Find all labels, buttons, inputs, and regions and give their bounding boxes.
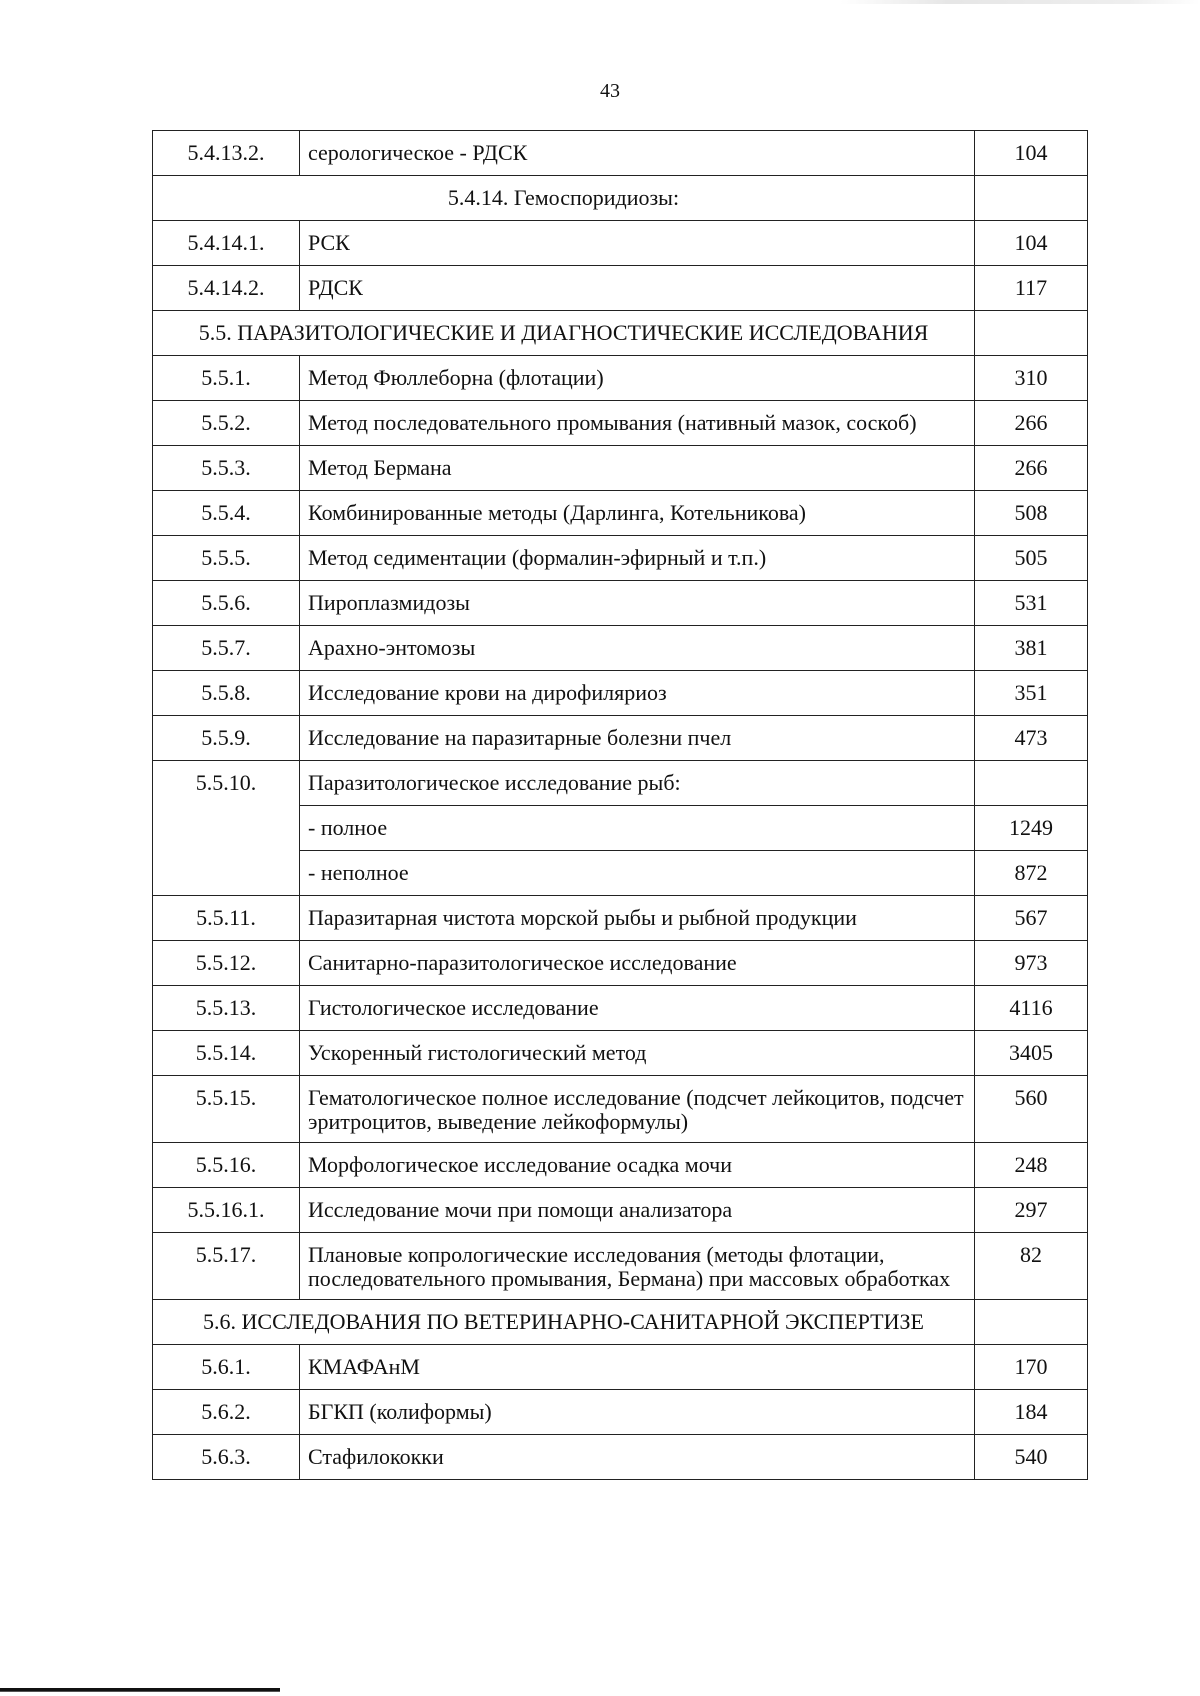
item-description: БГКП (колиформы) <box>300 1390 975 1435</box>
item-description: Стафилококки <box>300 1435 975 1480</box>
table-row <box>153 356 1088 401</box>
section-price-empty <box>975 311 1088 356</box>
table-row <box>153 401 1088 446</box>
item-code: 5.5.13. <box>153 986 300 1031</box>
section-header-row <box>153 1300 1088 1345</box>
table-row <box>153 1031 1088 1076</box>
item-description: РДСК <box>300 266 975 311</box>
item-description: Паразитарная чистота морской рыбы и рыбной продукции <box>300 896 975 941</box>
item-price: 82 <box>975 1233 1088 1300</box>
item-code: 5.5.7. <box>153 626 300 671</box>
item-description: Санитарно-паразитологическое исследование <box>300 941 975 986</box>
item-price: 104 <box>975 131 1088 176</box>
table-row <box>153 1143 1088 1188</box>
subsection-title: 5.4.14. Гемоспоридиозы: <box>153 176 975 221</box>
item-code: 5.5.9. <box>153 716 300 761</box>
item-description: Комбинированные методы (Дарлинга, Котельникова) <box>300 491 975 536</box>
item-description: Паразитологическое исследование рыб: <box>300 761 975 806</box>
item-description: КМАФАнМ <box>300 1345 975 1390</box>
item-description: Метод Бермана <box>300 446 975 491</box>
table-row <box>153 1390 1088 1435</box>
subitem-price: 872 <box>975 851 1088 896</box>
item-code: 5.6.3. <box>153 1435 300 1480</box>
item-description: Гистологическое исследование <box>300 986 975 1031</box>
item-price: 560 <box>975 1076 1088 1143</box>
subitem-price: 1249 <box>975 806 1088 851</box>
bottom-rule-thin <box>0 1691 280 1692</box>
item-price: 508 <box>975 491 1088 536</box>
table-row <box>153 581 1088 626</box>
item-price <box>975 761 1088 806</box>
item-description: Метод последовательного промывания (нативный мазок, соскоб) <box>300 401 975 446</box>
item-code: 5.5.12. <box>153 941 300 986</box>
table-row <box>153 626 1088 671</box>
item-price: 266 <box>975 446 1088 491</box>
table-row <box>153 896 1088 941</box>
item-code: 5.5.6. <box>153 581 300 626</box>
item-code: 5.5.5. <box>153 536 300 581</box>
item-code: 5.6.1. <box>153 1345 300 1390</box>
item-price: 248 <box>975 1143 1088 1188</box>
item-code: 5.5.2. <box>153 401 300 446</box>
item-code: 5.4.14.2. <box>153 266 300 311</box>
table-row <box>153 221 1088 266</box>
table-row <box>153 1233 1088 1300</box>
item-code: 5.5.15. <box>153 1076 300 1143</box>
price-table <box>152 130 1088 1480</box>
table-row <box>153 1076 1088 1143</box>
item-description: серологическое - РДСК <box>300 131 975 176</box>
table-row <box>153 1345 1088 1390</box>
item-price: 170 <box>975 1345 1088 1390</box>
item-description: Метод седиментации (формалин-эфирный и т.п.) <box>300 536 975 581</box>
item-price: 3405 <box>975 1031 1088 1076</box>
item-description: Плановые копрологические исследования (методы флотации, последовательного промывания, Бермана) при массовых обработках <box>300 1233 975 1300</box>
table-row <box>153 986 1088 1031</box>
table-row <box>153 131 1088 176</box>
item-code: 5.5.11. <box>153 896 300 941</box>
item-price: 297 <box>975 1188 1088 1233</box>
item-price: 973 <box>975 941 1088 986</box>
page-number: 43 <box>600 80 620 102</box>
item-code: 5.5.17. <box>153 1233 300 1300</box>
item-price: 381 <box>975 626 1088 671</box>
table-row <box>153 491 1088 536</box>
table-row <box>153 1188 1088 1233</box>
subitem-description: - полное <box>300 806 975 851</box>
item-code: 5.5.3. <box>153 446 300 491</box>
item-code: 5.5.4. <box>153 491 300 536</box>
table-row <box>153 1435 1088 1480</box>
subsection-header-row <box>153 176 1088 221</box>
item-code: 5.5.14. <box>153 1031 300 1076</box>
item-code: 5.4.13.2. <box>153 131 300 176</box>
section-title: 5.5. ПАРАЗИТОЛОГИЧЕСКИЕ И ДИАГНОСТИЧЕСКИЕ ИССЛЕДОВАНИЯ <box>153 311 975 356</box>
item-description: Морфологическое исследование осадка мочи <box>300 1143 975 1188</box>
section-title: 5.6. ИССЛЕДОВАНИЯ ПО ВЕТЕРИНАРНО-САНИТАРНОЙ ЭКСПЕРТИЗЕ <box>153 1300 975 1345</box>
subitem-description: - неполное <box>300 851 975 896</box>
item-price: 184 <box>975 1390 1088 1435</box>
scan-mark <box>840 0 1200 4</box>
item-price: 531 <box>975 581 1088 626</box>
item-description: Пироплазмидозы <box>300 581 975 626</box>
item-code: 5.5.16.1. <box>153 1188 300 1233</box>
section-price-empty <box>975 176 1088 221</box>
table-row <box>153 536 1088 581</box>
item-description: Ускоренный гистологический метод <box>300 1031 975 1076</box>
item-code: 5.5.8. <box>153 671 300 716</box>
item-price: 4116 <box>975 986 1088 1031</box>
item-code: 5.5.1. <box>153 356 300 401</box>
item-description: Метод Фюллеборна (флотации) <box>300 356 975 401</box>
item-price: 351 <box>975 671 1088 716</box>
item-price: 104 <box>975 221 1088 266</box>
item-code: 5.5.16. <box>153 1143 300 1188</box>
item-description: Гематологическое полное исследование (подсчет лейкоцитов, подсчет эритроцитов, выведение лейкоформулы) <box>300 1076 975 1143</box>
table-row <box>153 716 1088 761</box>
item-code: 5.4.14.1. <box>153 221 300 266</box>
price-table-body <box>153 131 1088 1480</box>
item-price: 117 <box>975 266 1088 311</box>
item-description: РСК <box>300 221 975 266</box>
item-price: 310 <box>975 356 1088 401</box>
section-price-empty <box>975 1300 1088 1345</box>
table-row <box>153 941 1088 986</box>
table-row <box>153 671 1088 716</box>
table-row-group <box>153 761 1088 806</box>
item-price: 266 <box>975 401 1088 446</box>
section-header-row <box>153 311 1088 356</box>
item-code: 5.6.2. <box>153 1390 300 1435</box>
item-price: 473 <box>975 716 1088 761</box>
item-description: Исследование на паразитарные болезни пчел <box>300 716 975 761</box>
item-price: 505 <box>975 536 1088 581</box>
item-code: 5.5.10. <box>153 761 300 896</box>
table-row <box>153 446 1088 491</box>
item-description: Исследование крови на дирофиляриоз <box>300 671 975 716</box>
item-price: 540 <box>975 1435 1088 1480</box>
item-description: Исследование мочи при помощи анализатора <box>300 1188 975 1233</box>
table-row <box>153 266 1088 311</box>
item-description: Арахно-энтомозы <box>300 626 975 671</box>
item-price: 567 <box>975 896 1088 941</box>
